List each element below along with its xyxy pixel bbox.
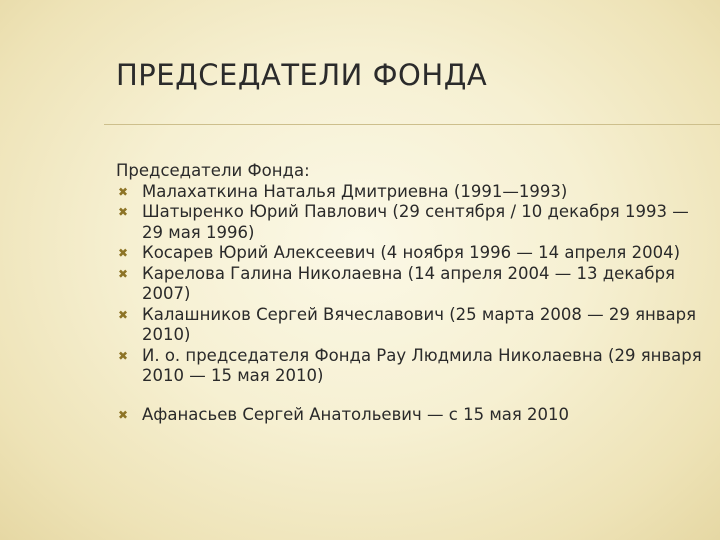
list-item-text: И. о. председателя Фонда Рау Людмила Николаевна (29 января 2010 — 15 мая 2010) [142, 345, 702, 385]
slide-title: ПРЕДСЕДАТЕЛИ ФОНДА [116, 58, 488, 92]
list-intro: Председатели Фонда: [116, 161, 310, 180]
x-mark-bullet-icon: ✖ [118, 348, 129, 363]
list-item [116, 243, 706, 264]
list-item [116, 182, 706, 203]
list-item-text: Афанасьев Сергей Анатольевич — с 15 мая 2010 [142, 404, 570, 424]
x-mark-bullet-icon: ✖ [118, 266, 129, 281]
x-mark-bullet-icon: ✖ [118, 184, 129, 199]
list-item-text: Шатыренко Юрий Павлович (29 сентября / 10 декабря 1993 — 29 мая 1996) [142, 202, 689, 242]
title-underline [104, 124, 720, 125]
list-item [116, 264, 706, 305]
list-item [116, 305, 706, 346]
list-item-text: Малахаткина Наталья Дмитриевна (1991—1993) [142, 181, 568, 201]
list-item-text: Карелова Галина Николаевна (14 апреля 2004 — 13 декабря 2007) [142, 263, 675, 303]
x-mark-bullet-icon: ✖ [118, 307, 129, 322]
list-item-text: Косарев Юрий Алексеевич (4 ноября 1996 — 14 апреля 2004) [142, 243, 681, 262]
slide-body [116, 161, 706, 425]
x-mark-bullet-icon: ✖ [118, 205, 129, 219]
chairmen-list [116, 182, 706, 426]
list-item [116, 346, 706, 387]
list-item [116, 405, 706, 426]
list-item [116, 202, 706, 243]
x-mark-bullet-icon: ✖ [118, 407, 129, 422]
list-item-text: Калашников Сергей Вячеславович (25 марта 2008 — 29 января 2010) [142, 304, 697, 344]
x-mark-bullet-icon: ✖ [118, 246, 129, 260]
